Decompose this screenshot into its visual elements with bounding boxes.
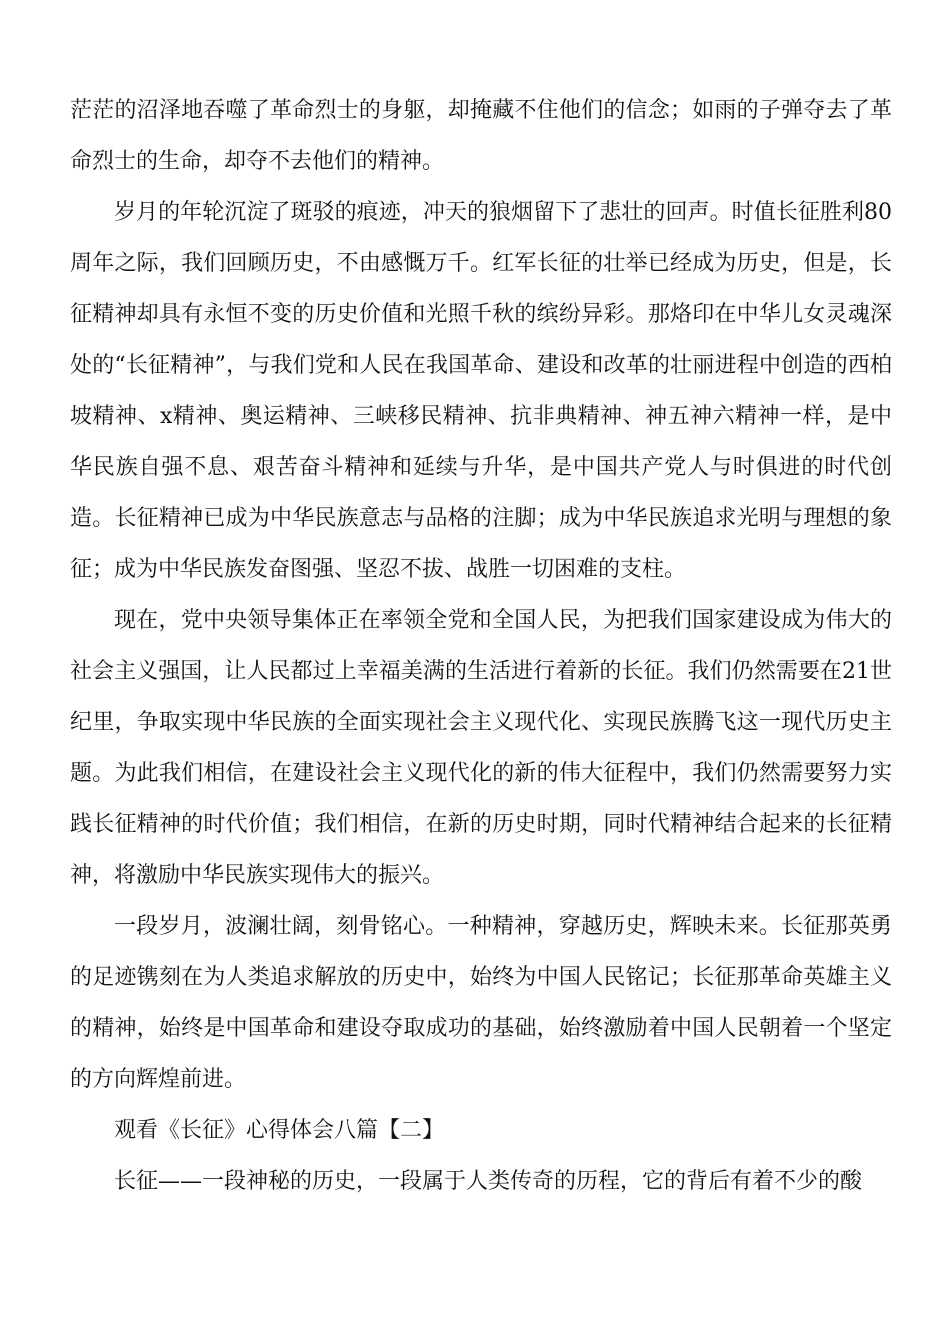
document-body xyxy=(70,85,892,1207)
paragraph-3: 现在，党中央领导集体正在率领全党和全国人民，为把我们国家建设成为伟大的社会主义强国，让人民都过上幸福美满的生活进行着新的长征。我们仍然需要在21世纪里，争取实现中华民族的全面实现社会主义现代化、实现民族腾飞这一现代历史主题。为此我们相信，在建设社会主义现代化的新的伟大征程中，我们仍然需要努力实践长征精神的时代价值；我们相信，在新的历史时期，同时代精神结合起来的长征精神，将激励中华民族实现伟大的振兴。 xyxy=(70,608,892,888)
section-heading: 观看《长征》心得体会八篇【二】 xyxy=(114,1118,445,1143)
paragraph-1: 茫茫的沼泽地吞噬了革命烈士的身躯，却掩藏不住他们的信念；如雨的子弹夺去了革命烈士的生命，却夺不去他们的精神。 xyxy=(70,98,892,174)
paragraph-4: 一段岁月，波澜壮阔，刻骨铭心。一种精神，穿越历史，辉映未来。长征那英勇的足迹镌刻在为人类追求解放的历史中，始终为中国人民铭记；长征那革命英雄主义的精神，始终是中国革命和建设夺取成功的基础，始终激励着中国人民朝着一个坚定的方向辉煌前进。 xyxy=(70,914,892,1092)
paragraph-2: 岁月的年轮沉淀了斑驳的痕迹，冲天的狼烟留下了悲壮的回声。时值长征胜利80周年之际，我们回顾历史，不由感慨万千。红军长征的壮举已经成为历史，但是，长征精神却具有永恒不变的历史价值和光照千秋的缤纷异彩。那烙印在中华儿女灵魂深处的“长征精神”，与我们党和人民在我国革命、建设和改革的壮丽进程中创造的西柏坡精神、x精神、奥运精神、三峡移民精神、抗非典精神、神五神六精神一样，是中华民族自强不息、艰苦奋斗精神和延续与升华，是中国共产党人与时俱进的时代创造。长征精神已成为中华民族意志与品格的注脚；成为中华民族追求光明与理想的象征；成为中华民族发奋图强、坚忍不拔、战胜一切困难的支柱。 xyxy=(70,200,892,582)
paragraph-5: 长征——一段神秘的历史，一段属于人类传奇的历程，它的背后有着不少的酸 xyxy=(114,1169,863,1194)
